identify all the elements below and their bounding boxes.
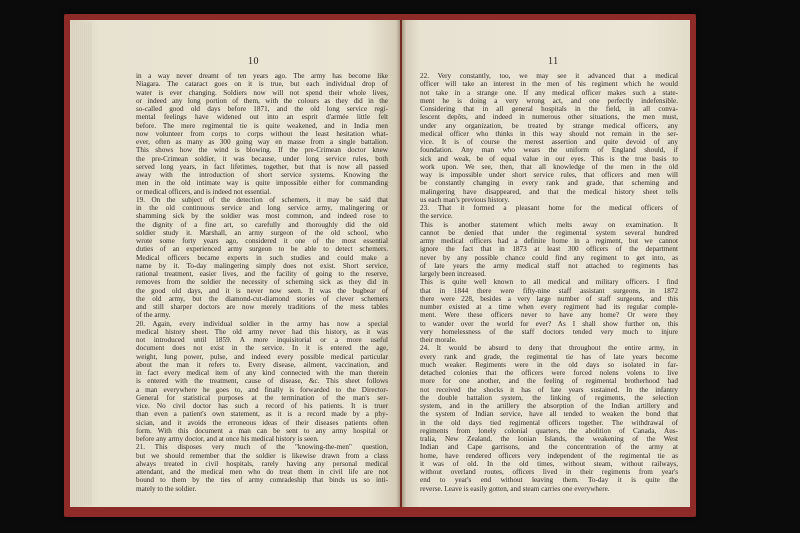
text-line: 19. On the subject of the detection of schemers, it may be said that: [136, 195, 388, 204]
text-line: served long years, in fact lifetimes, together, but that is now all passed: [136, 162, 388, 171]
text-line: officer will take an interest in the men of his regiment which he would: [420, 80, 678, 89]
text-line: sician, and it avoids the erroneous ideas of their diseases patients often: [136, 418, 388, 427]
text-line: Niagara. The cataract goes on it is true, but each individual drop of: [136, 80, 388, 89]
text-line: foundation. Any man who wears the uniform of England should, if: [420, 146, 678, 155]
text-line: system, and in the artillery the absorption of the Indian artillery and: [420, 402, 678, 410]
right-page: [402, 20, 690, 507]
text-line: vice. It is of course the merest assertion and quite devoid of any: [420, 138, 678, 146]
text-line: very homelessness of the staff doctors tended very much to injure: [420, 327, 678, 336]
text-line: the pre-Crimean soldier, it was because, under long service rules, both: [136, 154, 388, 163]
text-line: medical history sheet. The old army never had this history, as it was: [136, 327, 388, 336]
text-line: the good old days, and it is never now seen. It was the bugbear of: [136, 286, 388, 295]
text-line: before. The mere regimental tie is quite weakened, and in India men: [136, 121, 388, 130]
text-line: in the old days tied regimental officers together. The withdrawal of: [420, 418, 678, 427]
text-line: always treated in civil hospitals, rarely having any personal medical: [136, 459, 388, 468]
left-page-text: [136, 72, 388, 493]
text-line: malingering have disappeared, and that the medical history sheet tells: [420, 187, 678, 196]
text-line: the dignity of a fine art, so carefully and thoroughly did the old: [136, 220, 388, 229]
text-line: This shows how the wind is blowing. If the pre-Crimean doctor knew: [136, 146, 388, 155]
text-line: now volunteer from corps to corps without the least hesitation what-: [136, 129, 388, 138]
text-line: before any army doctor, and at once his medical history is seen.: [136, 435, 319, 443]
text-line: not take in a strange one. If any medical officer makes such a state-: [420, 88, 678, 97]
book-gutter: [396, 20, 406, 507]
text-line: the service.: [420, 212, 453, 221]
text-line: number existed at a time when every regiment had its regular comple-: [420, 303, 678, 311]
text-line: in fact every medical item of any kind connected with the man therein: [136, 369, 388, 377]
text-line: bound to them by the ties of army comradeship that binds us so inti-: [136, 476, 388, 485]
text-line: the old army, but the diamond-cut-diamond stories of clever schemers: [136, 294, 388, 303]
text-line: army medical officers had a definite home in a regiment, but we cannot: [420, 237, 678, 245]
right-page-text: [420, 72, 678, 493]
text-line: rational treatment, easier lives, and the facility of going to the reserve,: [136, 270, 388, 278]
text-line: it was of old. In the old times, without steam, without railways,: [420, 459, 678, 468]
text-line: that in 1844 there were fifty-nine staff assistant surgeons, in 1872: [420, 286, 678, 295]
text-line: not introduced until 1859. A more inquisitorial or a more useful: [136, 336, 388, 344]
text-line: document does not exist in the service. In it is entered the age,: [136, 344, 388, 353]
text-line: every rank and grade, the regimental tie has of late years become: [420, 352, 678, 361]
text-line: Medical officers became experts in such studies and could make a: [136, 253, 388, 262]
text-line: tralia, New Zealand, the Ionian Islands, the weakening of the West: [420, 435, 678, 443]
text-line: than even a patient's own statement, as it is a record made by a phy-: [136, 410, 388, 419]
text-line: This is quite well known to all medical and military officers. I find: [420, 278, 678, 287]
text-line: there were 228, besides a very large number of staff surgeons, and this: [420, 294, 678, 303]
text-line: form. With this document a man can be sent to any army hospital or: [136, 426, 388, 435]
text-line: sick and weak, be of equal value in our eyes. This is the true basis to: [420, 154, 678, 163]
text-line: attendant, and the medical men who do treat them in civil life are not: [136, 468, 388, 476]
text-line: shamming sick by the soldier was most common, and indeed rose to: [136, 212, 388, 221]
text-line: largely been increased.: [420, 270, 486, 278]
left-page: [70, 20, 400, 507]
text-line: of late years the army medical staff not attached to regiments has: [420, 261, 678, 270]
text-line: removes from the soldier the necessity of scheming sick as they did in: [136, 278, 388, 287]
text-line: 22. Very constantly, too, we may see it advanced that a medical: [420, 72, 678, 80]
text-line: much weaker. Regiments were in the old days so isolated in far-: [420, 360, 678, 369]
text-line: ignore the fact that in 1873 at least 300 officers of the department: [420, 245, 678, 254]
text-line: This is another statement which melts away on examination. It: [420, 220, 678, 229]
text-line: men in the old intimate way is quite impossible either for commanding: [136, 179, 388, 188]
text-line: medical officer who thinks in this way should not remain in the ser-: [420, 129, 678, 138]
text-line: 20. Again, every individual soldier in the army has now a special: [136, 319, 388, 328]
text-line: and still sharper doctors are now merely traditions of the mess tables: [136, 303, 388, 311]
text-line: of the army.: [136, 311, 171, 320]
text-line: their morale.: [420, 336, 457, 344]
text-line: so-called good old days before 1871, and the old long service regi-: [136, 105, 388, 113]
text-line: mental feelings have widened out into an esprit d'armée little felt: [136, 113, 388, 122]
text-line: vice. No civil doctor has such a record of his patients. It is truer: [136, 402, 388, 410]
text-line: water is ever changing. Soldiers now will not spend their whole lives,: [136, 88, 388, 97]
text-line: regiments from lonely colonial quarters, the abolition of Canada, Aus-: [420, 426, 678, 435]
text-line: away with the introduction of short service systems. Knowing the: [136, 171, 388, 179]
text-line: lescent depôts, and indeed in numerous other situations, the men must,: [420, 113, 678, 122]
text-line: duties of an experienced army surgeon to be able to detect schemers.: [136, 245, 388, 254]
text-line: work upon. We see, then, that all knowledge of the men in the old: [420, 162, 678, 171]
text-line: the double battalion system, the linking of regiments, the selection: [420, 393, 678, 402]
text-line: Considering that in all general hospitals in the field, in all conva-: [420, 105, 678, 113]
text-line: without overland routes, officers lived in their regiments from year's: [420, 468, 678, 476]
page-edges: [70, 22, 92, 505]
text-line: Indian and Cape garrisons, and the concentration of the army at: [420, 443, 678, 452]
text-line: end to year's end without leaving them. To-day it is quite the: [420, 476, 678, 485]
text-line: is entered with the treatment, cause of disease, &c. This sheet follows: [136, 377, 388, 386]
text-line: wrote some forty years ago, considered it one of the most essential: [136, 237, 388, 245]
text-line: cannot be denied that under the regimental system several hundred: [420, 228, 678, 237]
page-number-right: 11: [548, 56, 559, 67]
text-line: name by it. To-day malingering simply does not exist. Short service,: [136, 261, 388, 270]
text-line: but we should remember that the soldier is likewise drawn from a class: [136, 451, 388, 460]
text-line: ment he is doing a very wrong act, and one perfectly indefensible.: [420, 96, 678, 105]
text-line: General for statistical purposes at the termination of the man's ser-: [136, 393, 388, 402]
text-line: us each man's previous history.: [420, 195, 510, 204]
text-line: in the old continuous service and long service army, malingering or: [136, 204, 388, 212]
text-line: never by any possible chance could find any regiment to get into, as: [420, 253, 678, 262]
page-number-left: 10: [248, 56, 259, 67]
text-line: be constantly changing in every rank and grade, that scheming and: [420, 179, 678, 188]
text-line: 24. It would be absurd to deny that throughout the entire army, in: [420, 344, 678, 353]
text-line: not received the shocks it has of late years sustained. In the infantry: [420, 385, 678, 394]
text-line: a man everywhere he goes to, and finally is forwarded to the Director-: [136, 385, 388, 394]
text-line: 21. This disposes very much of the "knowing-the-men" question,: [136, 443, 388, 452]
text-line: to wander over the world for ever? As I shall show further on, this: [420, 319, 678, 328]
text-line: the system of Indian service, have all tended to weaken the bond that: [420, 410, 678, 419]
text-line: or indeed any long portion of them, with the colours as they did in the: [136, 96, 388, 105]
text-line: ever, often as many as 300 going way en masse from a single battalion.: [136, 138, 388, 146]
text-line: way is impossible under short service rules, that officers and men will: [420, 171, 678, 179]
text-line: reverse. Leave is easily gotten, and steam carries one everywhere.: [420, 484, 610, 493]
text-line: in a way never dreamt of ten years ago. The army has become like: [136, 72, 388, 80]
text-line: more for one another, and the feeling of regimental brotherhood had: [420, 377, 678, 386]
text-line: 23. That it formed a pleasant home for the medical officers of: [420, 204, 678, 212]
text-line: under any organization, be treated by strange medical officers, any: [420, 121, 678, 130]
text-line: detached colonies that the officers were forced nolens volens to live: [420, 369, 678, 377]
text-line: weight, lung power, pulse, and indeed every possible medical particular: [136, 352, 388, 361]
text-line: about the man it refers to. Every disease, ailment, vaccination, and: [136, 360, 388, 369]
text-line: soldier study it. Marshall, an army surgeon of the old school, who: [136, 228, 388, 237]
text-line: home, have rendered officers very independent of the regimental tie as: [420, 451, 678, 460]
text-line: or medical officers, and is indeed not essential.: [136, 187, 271, 196]
text-line: ment. Were these officers never to have any home? Or were they: [420, 311, 678, 320]
text-line: mately to the soldier.: [136, 484, 197, 493]
